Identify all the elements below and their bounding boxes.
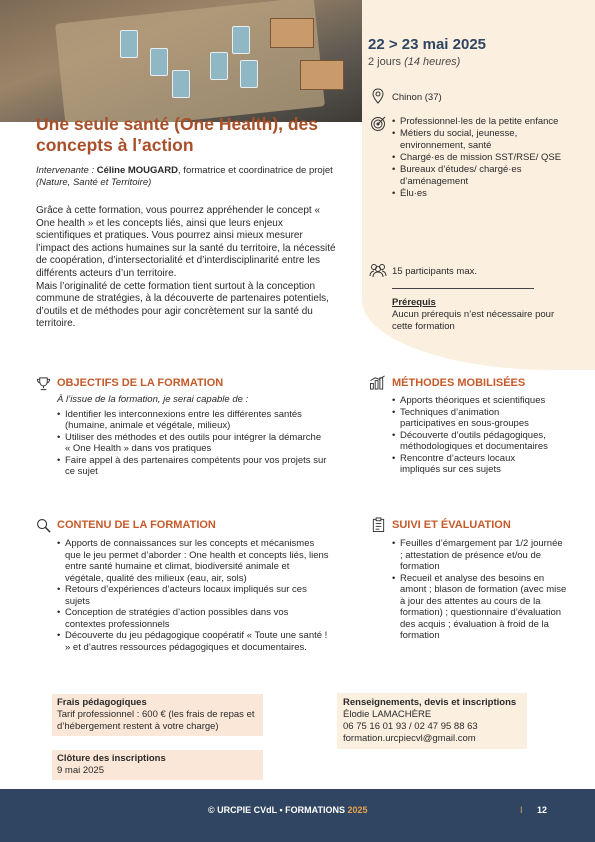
contact-box — [337, 693, 527, 749]
game-card — [210, 52, 228, 80]
methode-item: • Découverte d’outils pédagogiques, méthodologiques et documentaires — [392, 430, 552, 453]
objectifs-body — [57, 394, 327, 478]
methods-chart-icon — [369, 375, 387, 390]
audience-item: • Chargé·es de mission SST/RSE/ QSE — [392, 152, 562, 164]
trophy-icon — [36, 376, 51, 391]
suivi-body — [392, 538, 567, 642]
suivi-item: • Feuilles d’émargement par 1/2 journée ; attestation de présence et/ou de formation — [392, 538, 567, 573]
methode-item: • Apports théoriques et scientifiques — [392, 395, 552, 407]
location-text: Chinon (37) — [392, 92, 442, 103]
frais-title: Frais pédagogiques — [57, 697, 147, 708]
game-card — [150, 48, 168, 76]
audience-item: • Métiers du social, jeunesse, environnement, santé — [392, 128, 562, 152]
methode-item: • Rencontre d’acteurs locaux impliqués sur ces sujets — [392, 453, 552, 476]
frais-box — [52, 694, 263, 736]
game-card — [120, 30, 138, 58]
intro-text — [36, 205, 336, 331]
game-card — [172, 70, 190, 98]
suivi-title: SUIVI ET ÉVALUATION — [392, 519, 511, 531]
magnifier-icon — [36, 518, 51, 533]
cloture-box — [52, 750, 263, 780]
methodes-body — [392, 395, 552, 476]
frais-text: Tarif professionnel : 600 € (les frais de repas et d’hébergement restent à votre charge) — [57, 709, 255, 732]
objectif-item: • Identifier les interconnexions entre les différentes santés (humaine, animale et végétale, milieux) — [57, 409, 327, 432]
methodes-title: MÉTHODES MOBILISÉES — [392, 377, 526, 389]
audience-item: • Élu·es — [392, 188, 562, 200]
footer-separator: I — [520, 805, 523, 815]
footer-brand-text: © URCPIE CVdL • FORMATIONS — [208, 805, 348, 815]
methode-item: • Techniques d’animation participatives en sous-groupes — [392, 407, 552, 430]
contact-title: Renseignements, devis et inscriptions — [343, 697, 517, 708]
game-card — [240, 60, 258, 88]
objectifs-lead: À l’issue de la formation, je serai capable de : — [57, 394, 249, 405]
session-dates: 22 > 23 mai 2025 — [368, 36, 487, 53]
contenu-item: • Retours d’expériences d’acteurs locaux impliqués sur ces sujets — [57, 584, 329, 607]
contenu-body — [57, 538, 329, 653]
clipboard-icon — [371, 517, 386, 532]
contenu-title: CONTENU DE LA FORMATION — [57, 519, 216, 531]
cloture-title: Clôture des inscriptions — [57, 753, 166, 764]
prereq-title: Prérequis — [392, 297, 436, 308]
contenu-item: • Apports de connaissances sur les concepts et mécanismes que le jeu permet d’aborder : One health et concepts liés, liens entre santé humaine et climat, biodiversité animale et végétale, qualité des milieux (eau, air, sols) — [57, 538, 329, 584]
audience-item: • Bureaux d’études/ chargé·es d’aménagement — [392, 164, 562, 188]
footer-bar — [0, 789, 595, 842]
objectifs-title: OBJECTIFS DE LA FORMATION — [57, 377, 224, 389]
prereq-text: Aucun prérequis n’est nécessaire pour cette formation — [392, 309, 555, 332]
wooden-box — [300, 60, 344, 90]
duration-hours: (14 heures) — [404, 56, 461, 68]
page-number: 12 — [537, 805, 548, 815]
hero-photo — [0, 0, 362, 122]
audience-item: • Professionnel·les de la petite enfance — [392, 116, 562, 128]
speaker-name: Céline MOUGARD — [96, 165, 179, 176]
audience-list — [392, 116, 562, 200]
intro-paragraph: Grâce à cette formation, vous pourrez appréhender le concept « One health » et les concepts liés, ainsi que leurs enjeux scientifiques et pratiques. Vous pourrez ainsi mieux mesurer l’impact des actions humaines sur la santé du territoire, la nécessité de coopération, d’intersectorialité et d’interdisciplinarité entre les différents acteurs d’un territoire. — [36, 205, 336, 279]
suivi-item: • Recueil et analyse des besoins en amont ; blason de formation (avec mise à jour des attentes au cours de la formation) ; questionnaire d’évaluation des acquis ; évaluation à froid de la formation — [392, 573, 567, 642]
contenu-item: • Conception de stratégies d’action possibles dans vos contextes professionnels — [57, 607, 329, 630]
speaker-role: , formatrice et coordinatrice de projet — [178, 165, 333, 176]
footer-year: 2025 — [347, 805, 368, 815]
contact-email[interactable]: formation.urcpiecvl@gmail.com — [343, 733, 476, 744]
participants-text: 15 participants max. — [392, 266, 478, 277]
intro-paragraph: Mais l’originalité de cette formation tient surtout à la conception commune de stratégies, à la découverte de partenaires potentiels, d’outils et de méthodes pour agir concrètement sur la santé du territoire. — [36, 280, 329, 330]
contenu-item: • Découverte du jeu pédagogique coopératif « Toute une santé ! » et d’autres ressources pédagogiques et documentaires. — [57, 630, 329, 653]
cloture-text: 9 mai 2025 — [57, 765, 105, 776]
contact-name: Élodie LAMACHÈRE — [343, 709, 432, 720]
speaker-org: (Nature, Santé et Territoire) — [36, 177, 152, 188]
group-icon — [369, 262, 387, 278]
objectif-item: • Utiliser des méthodes et des outils pour intégrer la démarche « One Health » dans vos pratiques — [57, 432, 327, 455]
duration-days: 2 jours — [368, 56, 402, 68]
footer-brand — [208, 805, 367, 815]
divider — [392, 288, 534, 289]
wooden-box — [270, 18, 314, 48]
objectif-item: • Faire appel à des partenaires compétents pour vos projets sur ce sujet — [57, 455, 327, 478]
location-pin-icon — [370, 88, 386, 104]
speaker-line — [36, 165, 356, 189]
contact-phone: 06 75 16 01 93 / 02 47 95 88 63 — [343, 721, 478, 732]
speaker-label: Intervenante : — [36, 165, 97, 176]
session-duration — [368, 56, 460, 68]
game-card — [232, 26, 250, 54]
target-icon — [370, 116, 386, 132]
page-title: Une seule santé (One Health), des concepts à l’action — [36, 114, 319, 155]
